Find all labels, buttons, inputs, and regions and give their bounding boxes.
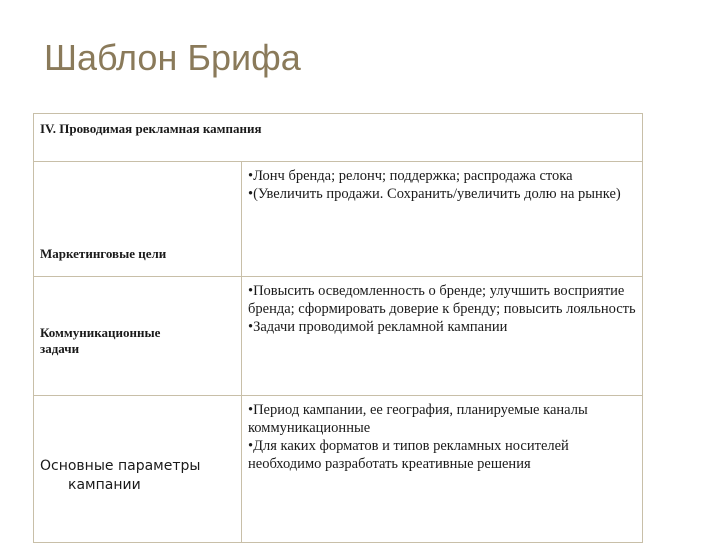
label-line: кампании xyxy=(68,477,141,493)
list-item: •(Увеличить продажи. Сохранить/увеличить долю на рынке) xyxy=(248,186,621,202)
slide-title: Шаблон Брифа xyxy=(44,37,301,78)
row-label-marketing-goals: Маркетинговые цели xyxy=(34,162,242,277)
table-row xyxy=(34,396,643,543)
section-header: IV. Проводимая рекламная кампания xyxy=(34,114,643,162)
row-label-communication-tasks xyxy=(34,277,242,396)
list-item: •Задачи проводимой рекламной кампании xyxy=(248,319,508,335)
list-item: •Для каких форматов и типов рекламных носителей необходимо разработать креативные решения xyxy=(248,438,569,472)
row-content-communication-tasks xyxy=(242,277,643,396)
row-content-campaign-parameters xyxy=(242,396,643,543)
table-header-row xyxy=(34,114,643,162)
row-label-campaign-parameters xyxy=(34,396,242,543)
brief-table xyxy=(33,113,643,543)
table-row xyxy=(34,277,643,396)
label-line: Коммуникационные xyxy=(40,325,161,340)
list-item: •Период кампании, ее география, планируемые каналы коммуникационные xyxy=(248,402,588,436)
list-item: •Повысить осведомленность о бренде; улучшить восприятие бренда; сформировать доверие к бренду; повысить лояльность xyxy=(248,283,636,317)
table-row xyxy=(34,162,643,277)
list-item: •Лонч бренда; релонч; поддержка; распродажа стока xyxy=(248,168,573,184)
label-line: Основные параметры xyxy=(40,458,201,474)
label-line: задачи xyxy=(40,341,80,356)
row-content-marketing-goals xyxy=(242,162,643,277)
